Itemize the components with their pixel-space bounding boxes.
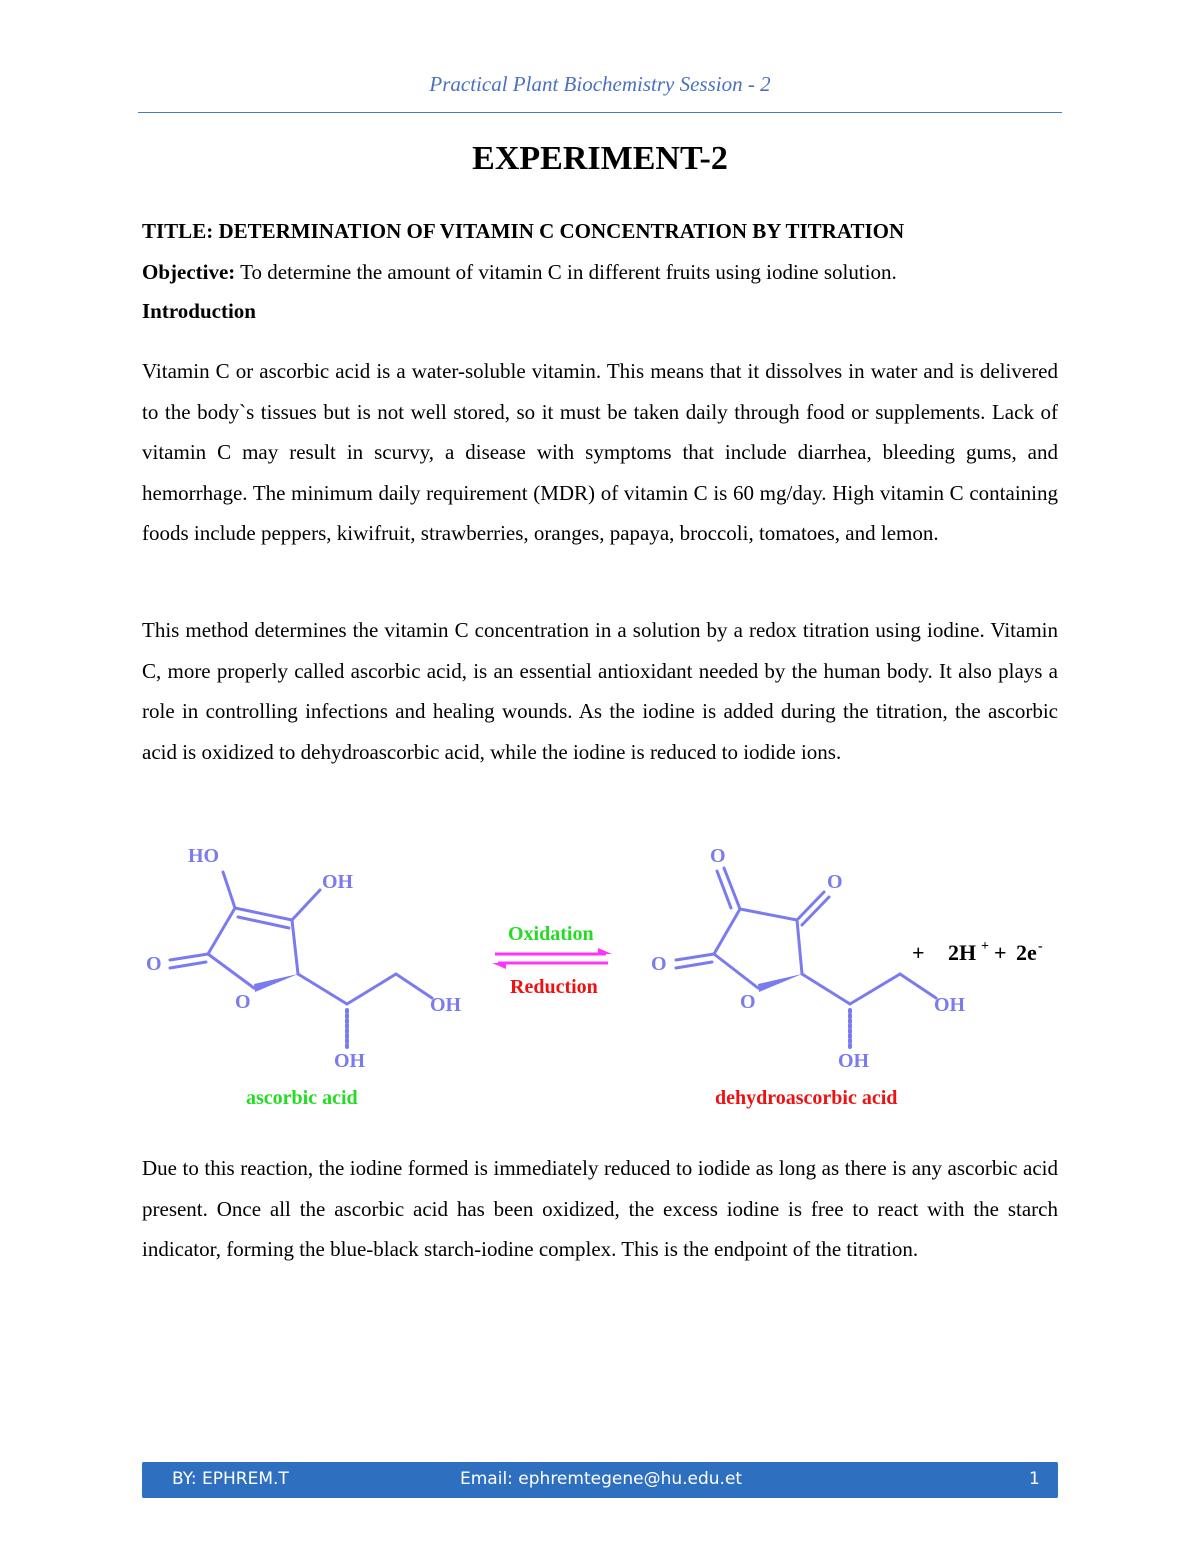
atom-label: OH xyxy=(334,1050,366,1072)
dehydroascorbic-wedge-bond xyxy=(758,974,802,992)
atom-label: O xyxy=(740,991,756,1013)
page-number: 1 xyxy=(1029,1469,1040,1489)
electron-charge: - xyxy=(1038,939,1043,954)
hydrogen-ions: 2H xyxy=(948,940,977,965)
hydrogen-charge: + xyxy=(981,939,989,954)
running-header: Practical Plant Biochemistry Session - 2 xyxy=(429,72,771,96)
atom-label: O xyxy=(710,845,726,867)
experiment-title: EXPERIMENT-2 xyxy=(472,140,728,177)
ascorbic-acid-label: ascorbic acid xyxy=(246,1087,358,1109)
footer-email: Email: ephremtegene@hu.edu.et xyxy=(460,1469,743,1489)
dehydroascorbic-acid-structure xyxy=(676,868,936,1049)
atom-label: O xyxy=(146,953,162,975)
introduction-heading: Introduction xyxy=(142,299,256,323)
dehydroascorbic-acid-label: dehydroascorbic acid xyxy=(715,1087,898,1109)
atom-label: O xyxy=(651,953,667,975)
electrons: 2e xyxy=(1016,940,1037,965)
ascorbic-acid-structure xyxy=(170,872,432,1049)
atom-label: HO xyxy=(188,845,220,867)
atom-label: OH xyxy=(322,871,354,893)
endpoint-paragraph: Due to this reaction, the iodine formed is immediately reduced to iodide as long as there is any ascorbic acid present. Once all the ascorbic acid has been oxidized, the excess iodine is free to react with the starch indicator, forming the blue-black starch-iodine complex. This is the endpoint of the titration. xyxy=(142,1156,1058,1261)
ascorbic-wedge-bond xyxy=(254,974,298,992)
document-title: TITLE: DETERMINATION OF VITAMIN C CONCENTRATION BY TITRATION xyxy=(142,219,905,243)
atom-label: OH xyxy=(934,994,966,1016)
intro-paragraph-1: Vitamin C or ascorbic acid is a water-soluble vitamin. This means that it dissolves in water and is delivered to the body`s tissues but is not well stored, so it must be taken daily through food or supplements. Lack of vitamin C may result in scurvy, a disease with symptoms that include diarrhea, bleeding gums, and hemorrhage. The minimum daily requirement (MDR) of vitamin C is 60 mg/day. High vitamin C containing foods include peppers, kiwifruit, strawberries, oranges, papaya, broccoli, tomatoes, and lemon. xyxy=(142,359,1058,545)
atom-label: O xyxy=(235,991,251,1013)
atom-label: OH xyxy=(838,1050,870,1072)
objective-text: To determine the amount of vitamin C in different fruits using iodine solution. xyxy=(235,260,897,284)
atom-label: O xyxy=(827,871,843,893)
redox-reaction-scheme xyxy=(130,830,1080,1120)
atom-label: OH xyxy=(430,994,462,1016)
objective-label: Objective: xyxy=(142,260,236,284)
equilibrium-arrows xyxy=(492,948,612,969)
footer-bar xyxy=(142,1462,1058,1498)
objective xyxy=(142,260,897,285)
footer-author: BY: EPHREM.T xyxy=(172,1469,289,1489)
intro-paragraph-2: This method determines the vitamin C concentration in a solution by a redox titration using iodine. Vitamin C, more properly called ascorbic acid, is an essential antioxidant needed by the human body. It also plays a role in controlling infections and healing wounds. As the iodine is added during the titration, the ascorbic acid is oxidized to dehydroascorbic acid, while the iodine is reduced to iodide ions. xyxy=(142,618,1058,764)
plus-sign: + xyxy=(912,940,925,965)
reduction-label: Reduction xyxy=(510,976,598,998)
header-rule xyxy=(138,112,1062,113)
oxidation-label: Oxidation xyxy=(508,923,594,945)
plus-sign: + xyxy=(994,940,1007,965)
